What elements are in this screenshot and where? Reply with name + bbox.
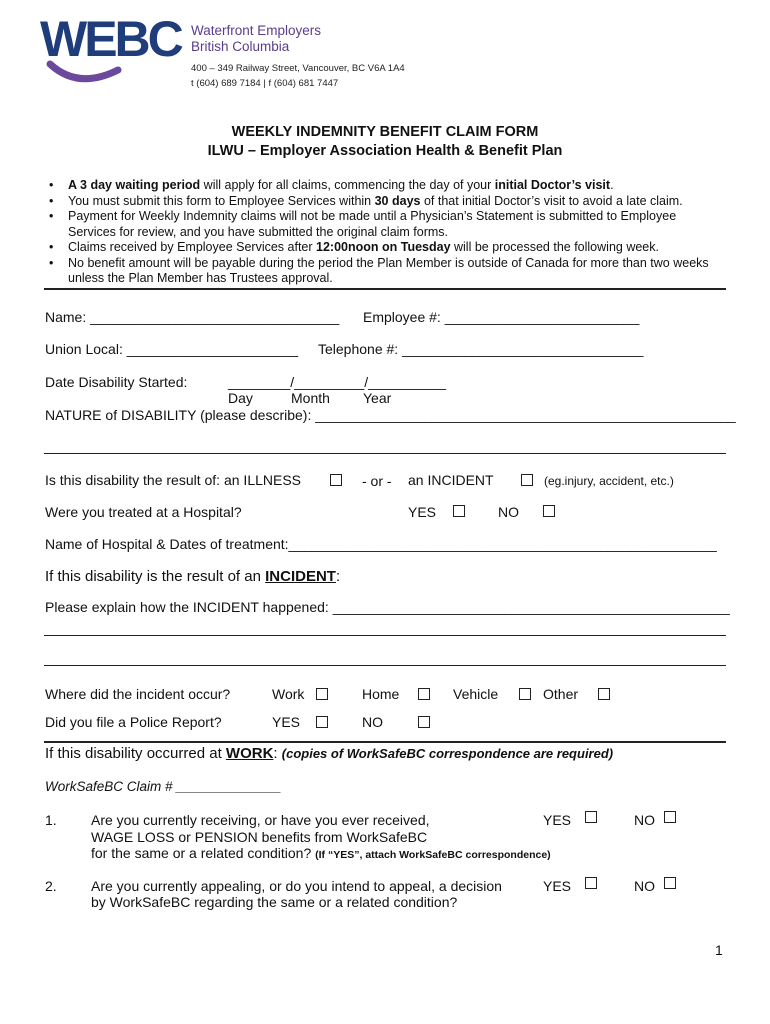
police-no-checkbox[interactable] bbox=[418, 716, 430, 728]
text: : bbox=[273, 745, 282, 762]
vehicle-label: Vehicle bbox=[453, 686, 499, 702]
page-number: 1 bbox=[715, 942, 723, 958]
work-heading bbox=[45, 745, 613, 762]
year-label: Year bbox=[363, 390, 392, 406]
date-disability-label: Date Disability Started: bbox=[45, 374, 188, 390]
list-item bbox=[45, 178, 735, 194]
bullet-icon: • bbox=[49, 255, 54, 270]
text: Are you currently appealing, or do you intend to appeal, a decision bbox=[91, 878, 502, 894]
incident-checkbox[interactable] bbox=[521, 474, 533, 486]
list-item bbox=[45, 194, 735, 210]
text: If this disability is the result of an bbox=[45, 568, 266, 585]
incident-heading bbox=[45, 568, 340, 585]
org-name-line2: British Columbia bbox=[191, 39, 290, 54]
hospital-yes-checkbox[interactable] bbox=[453, 505, 465, 517]
day-label: Day bbox=[228, 390, 253, 406]
hospital-question: Were you treated at a Hospital? bbox=[45, 504, 242, 520]
text: Services for review, and you have submitted the original claim forms. bbox=[68, 224, 449, 239]
bold-text: INCIDENT bbox=[265, 568, 336, 585]
bold-text: WORK bbox=[225, 745, 274, 762]
text: will be processed the following week. bbox=[450, 240, 659, 254]
text: WAGE LOSS or PENSION benefits from WorkSafeBC bbox=[91, 828, 428, 845]
q2-yes-label: YES bbox=[543, 878, 572, 894]
police-yes-checkbox[interactable] bbox=[316, 716, 328, 728]
question-number: 2. bbox=[45, 878, 57, 894]
q2-no-label: NO bbox=[634, 878, 655, 894]
other-checkbox[interactable] bbox=[598, 688, 610, 700]
text: No benefit amount will be payable during the period the Plan Member is outside of Canada for more than two weeks bbox=[68, 255, 709, 270]
telephone-field[interactable]: Telephone #: _______________________________ bbox=[318, 341, 644, 357]
form-title: WEEKLY INDEMNITY BENEFIT CLAIM FORM bbox=[231, 124, 539, 140]
incident-example: (eg.injury, accident, etc.) bbox=[544, 474, 674, 488]
q1-no-label: NO bbox=[634, 812, 655, 828]
text: for the same or a related condition? bbox=[91, 845, 312, 861]
list-item bbox=[45, 209, 735, 240]
appeal-question bbox=[91, 878, 502, 910]
bold-text: 30 days bbox=[374, 193, 421, 208]
org-name bbox=[191, 23, 321, 55]
text: Claims received by Employee Services after bbox=[68, 240, 317, 254]
other-label: Other bbox=[543, 686, 579, 702]
police-no-label: NO bbox=[362, 714, 383, 730]
text: of that initial Doctor’s visit to avoid a late claim. bbox=[420, 193, 683, 208]
q2-yes-checkbox[interactable] bbox=[585, 877, 597, 889]
org-address bbox=[191, 61, 405, 91]
attach-note: (If “YES”, attach WorkSafeBC correspondence) bbox=[315, 849, 551, 861]
bullet-icon: • bbox=[49, 193, 54, 208]
name-field[interactable]: Name: ________________________________ bbox=[45, 309, 340, 325]
text: . bbox=[610, 178, 614, 192]
work-checkbox[interactable] bbox=[316, 688, 328, 700]
text: : bbox=[335, 568, 341, 585]
hospital-name-field[interactable]: Name of Hospital & Dates of treatment:_______________________________________________________ bbox=[45, 536, 717, 552]
text: You must submit this form to Employee Services within bbox=[68, 193, 375, 208]
text: will apply for all claims, commencing the day of your bbox=[200, 178, 495, 192]
home-label: Home bbox=[362, 686, 400, 702]
date-disability-field[interactable]: ________/_________/__________ bbox=[228, 374, 447, 390]
hospital-no-checkbox[interactable] bbox=[543, 505, 555, 517]
vehicle-checkbox[interactable] bbox=[519, 688, 531, 700]
heading-note: (copies of WorkSafeBC correspondence are required) bbox=[281, 746, 614, 761]
q1-no-checkbox[interactable] bbox=[664, 811, 676, 823]
webc-logo bbox=[40, 12, 190, 84]
hospital-no-label: NO bbox=[498, 504, 519, 520]
list-item bbox=[45, 256, 735, 287]
employee-number-field[interactable]: Employee #: _________________________ bbox=[363, 309, 640, 325]
bold-text: initial Doctor’s visit bbox=[494, 178, 611, 192]
text: by WorkSafeBC regarding the same or a related condition? bbox=[91, 894, 458, 910]
nature-of-disability-field[interactable]: NATURE of DISABILITY (please describe): ______________________________________________________ bbox=[45, 407, 736, 423]
wage-loss-question bbox=[91, 812, 551, 864]
question-number: 1. bbox=[45, 812, 57, 828]
text: Are you currently receiving, or have you ever received, bbox=[91, 812, 430, 828]
address-line: 400 – 349 Railway Street, Vancouver, BC V6A 1A4 bbox=[191, 63, 405, 74]
bullet-icon: • bbox=[49, 178, 54, 192]
q2-no-checkbox[interactable] bbox=[664, 877, 676, 889]
list-item bbox=[45, 240, 735, 256]
bullet-icon: • bbox=[49, 209, 54, 223]
text: Payment for Weekly Indemnity claims will not be made until a Physician’s Statement is submitted to Employee bbox=[68, 209, 677, 223]
answer-line[interactable] bbox=[44, 635, 726, 636]
phone-line: t (604) 689 7184 | f (604) 681 7447 bbox=[191, 78, 339, 89]
q1-yes-checkbox[interactable] bbox=[585, 811, 597, 823]
police-report-question: Did you file a Police Report? bbox=[45, 714, 222, 730]
worksafebc-claim-field[interactable]: WorkSafeBC Claim # ______________ bbox=[45, 779, 282, 794]
illness-checkbox[interactable] bbox=[330, 474, 342, 486]
text: If this disability occurred at bbox=[45, 745, 226, 762]
incident-explain-field[interactable]: Please explain how the INCIDENT happened: ___________________________________________________ bbox=[45, 599, 730, 615]
incident-location-question: Where did the incident occur? bbox=[45, 686, 231, 702]
incident-label: an INCIDENT bbox=[408, 472, 494, 488]
month-label: Month bbox=[291, 390, 330, 406]
answer-line[interactable] bbox=[44, 665, 726, 666]
org-name-line1: Waterfront Employers bbox=[191, 23, 322, 38]
bold-text: 12:00noon on Tuesday bbox=[316, 240, 451, 254]
divider bbox=[44, 453, 726, 454]
instructions-list bbox=[45, 178, 735, 287]
police-yes-label: YES bbox=[272, 714, 301, 730]
bullet-icon: • bbox=[49, 240, 54, 254]
work-label: Work bbox=[272, 686, 305, 702]
hospital-yes-label: YES bbox=[408, 504, 437, 520]
home-checkbox[interactable] bbox=[418, 688, 430, 700]
divider bbox=[44, 288, 726, 290]
text: unless the Plan Member has Trustees approval. bbox=[68, 271, 333, 285]
form-subtitle: ILWU – Employer Association Health & Benefit Plan bbox=[207, 143, 563, 159]
illness-question: Is this disability the result of: an ILLNESS bbox=[45, 472, 302, 488]
divider bbox=[44, 741, 726, 743]
q1-yes-label: YES bbox=[543, 812, 572, 828]
logo-text: WEBC bbox=[40, 12, 181, 67]
union-local-field[interactable]: Union Local: ______________________ bbox=[45, 341, 299, 357]
or-label: - or - bbox=[362, 473, 392, 489]
bold-text: A 3 day waiting period bbox=[68, 178, 201, 192]
